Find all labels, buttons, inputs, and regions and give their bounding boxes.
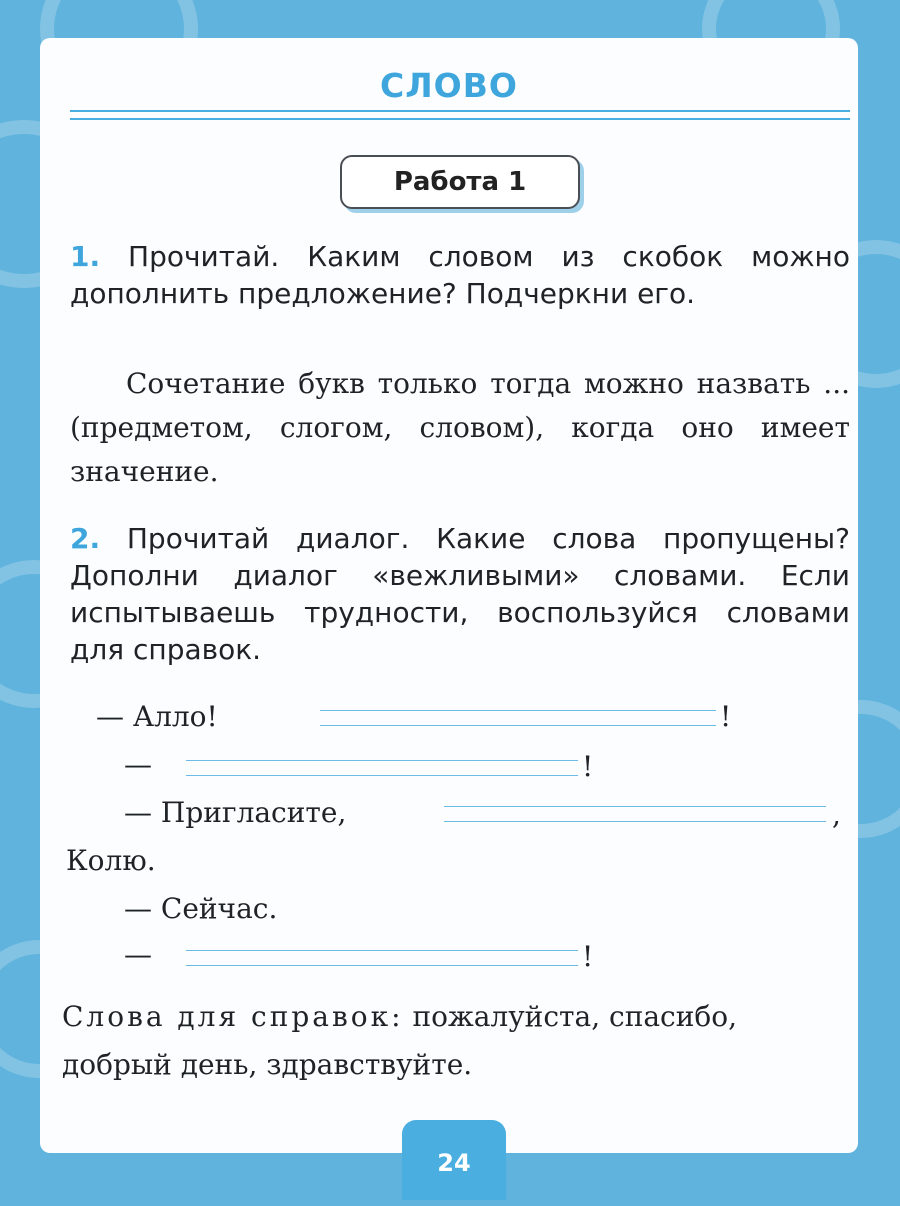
- task-1-instructions: Прочитай. Каким словом из скобок можно дополнить предложение? Подчеркни его.: [70, 240, 850, 310]
- dialog-line-1: — Алло!: [96, 700, 218, 733]
- reference-words: [62, 993, 842, 1089]
- task-2-number: 2.: [70, 522, 101, 555]
- task-1-number: 1.: [70, 240, 101, 273]
- dialog-blank-3[interactable]: [444, 806, 826, 822]
- page-number: 24: [402, 1120, 506, 1200]
- reference-label: Слова для справок:: [62, 1000, 404, 1033]
- dialog-punct-3: ,: [832, 798, 841, 831]
- dialog-punct-2: !: [582, 750, 594, 783]
- dialog-blank-5[interactable]: [186, 950, 578, 966]
- page-title: СЛОВО: [380, 66, 518, 105]
- dialog-punct-5: !: [582, 940, 594, 973]
- dialog-line-4: — Сейчас.: [124, 892, 278, 925]
- dialog-line-5: —: [124, 938, 152, 971]
- title-underline: [70, 118, 850, 120]
- workbook-page: [40, 38, 858, 1153]
- dialog-line-3: — Пригласите,: [124, 796, 347, 829]
- reference-list: пожалуйста, спасибо, добрый день, здравствуйте.: [62, 1000, 738, 1081]
- dialog-punct-1: !: [720, 700, 732, 733]
- task-2-instructions: Прочитай диалог. Какие слова пропущены? Дополни диалог «вежливыми» словами. Если испытываешь трудности, воспользуйся словами для справок.: [70, 522, 850, 666]
- dialog-line-3-continuation: Колю.: [66, 844, 156, 877]
- dialog-blank-1[interactable]: [320, 710, 716, 726]
- title-underline: [70, 110, 850, 112]
- work-label-box: Работа 1: [340, 155, 580, 209]
- dialog-blank-2[interactable]: [186, 760, 578, 776]
- task-1-sentence: Сочетание букв только тогда можно назвать ... (предметом, слогом, словом), когда оно имеет значение.: [70, 367, 850, 488]
- task-2: [70, 520, 850, 668]
- dialog-line-2: —: [124, 748, 152, 781]
- task-1: [70, 238, 850, 312]
